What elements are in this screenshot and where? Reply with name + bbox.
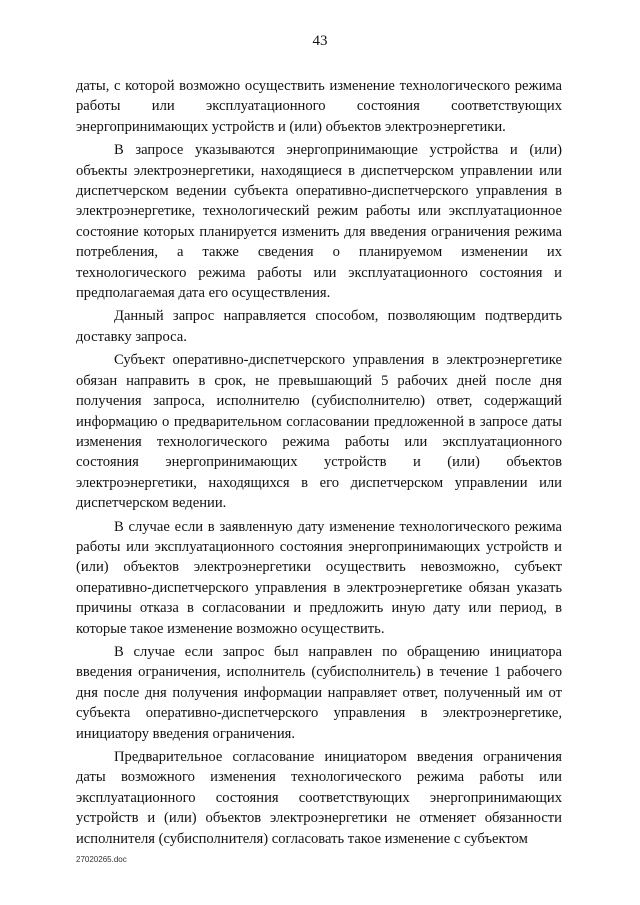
paragraph-preliminary-approval: Предварительное согласование инициатором введения ограничения даты возможного изменения технологического режима работы или эксплуатационного состояния соответствующих энергопринимающих устройств и (или) объектов электроэнергетики не отменяет обязанности исполнителя (субисполнителя) согласовать такое изменение с субъектом [76,749,562,847]
paragraph-continuation: даты, с которой возможно осуществить изменение технологического режима работы или эксплуатационного состояния соответствующих энергопринимающих устройств и (или) объектов электроэнергетики. [76,78,562,135]
paragraph-request-contents: В запросе указываются энергопринимающие устройства и (или) объекты электроэнергетики, находящиеся в диспетчерском управлении или диспетчерском ведении субъекта оперативно-диспетчерского управления в электроэнергетике, технологический режим работы или эксплуатационное состояние которых планируется изменить для введения ограничения режима потребления, а также сведения о планируемом изменении их технологического режима работы или эксплуатационного состояния и предполагаемая дата его осуществления. [76,142,562,302]
document-body [76,76,562,852]
paragraph-refusal-reasons: В случае если в заявленную дату изменение технологического режима работы или эксплуатационного состояния энергопринимающих устройств и (или) объектов электроэнергетики осуществить невозможно, субъект оперативно-диспетчерского управления в электроэнергетике обязан указать причины отказа в согласовании и предложить иную дату или период, в которые такое изменение возможно осуществить. [76,518,562,637]
document-footer-filename: 27020265.doc [76,855,127,864]
paragraph-initiator-forwarding: В случае если запрос был направлен по обращению инициатора введения ограничения, исполнитель (субисполнитель) в течение 1 рабочего дня после дня получения информации направляет ответ, полученный им от субъекта оперативно-диспетчерского управления в электроэнергетике, инициатору введения ограничения. [76,643,562,742]
paragraph-dispatcher-response: Субъект оперативно-диспетчерского управления в электроэнергетике обязан направить в срок, не превышающий 5 рабочих дней после дня получения запроса, исполнителю (субисполнителю) ответ, содержащий информацию о предварительном согласовании предложенной в запросе даты изменения технологического режима работы или эксплуатационного состояния энергопринимающих устройств и (или) объектов электроэнергетики, находящихся в его диспетчерском управлении или диспетчерском ведении. [76,352,562,512]
paragraph-request-delivery: Данный запрос направляется способом, позволяющим подтвердить доставку запроса. [76,308,562,345]
page-number: 43 [312,33,328,49]
